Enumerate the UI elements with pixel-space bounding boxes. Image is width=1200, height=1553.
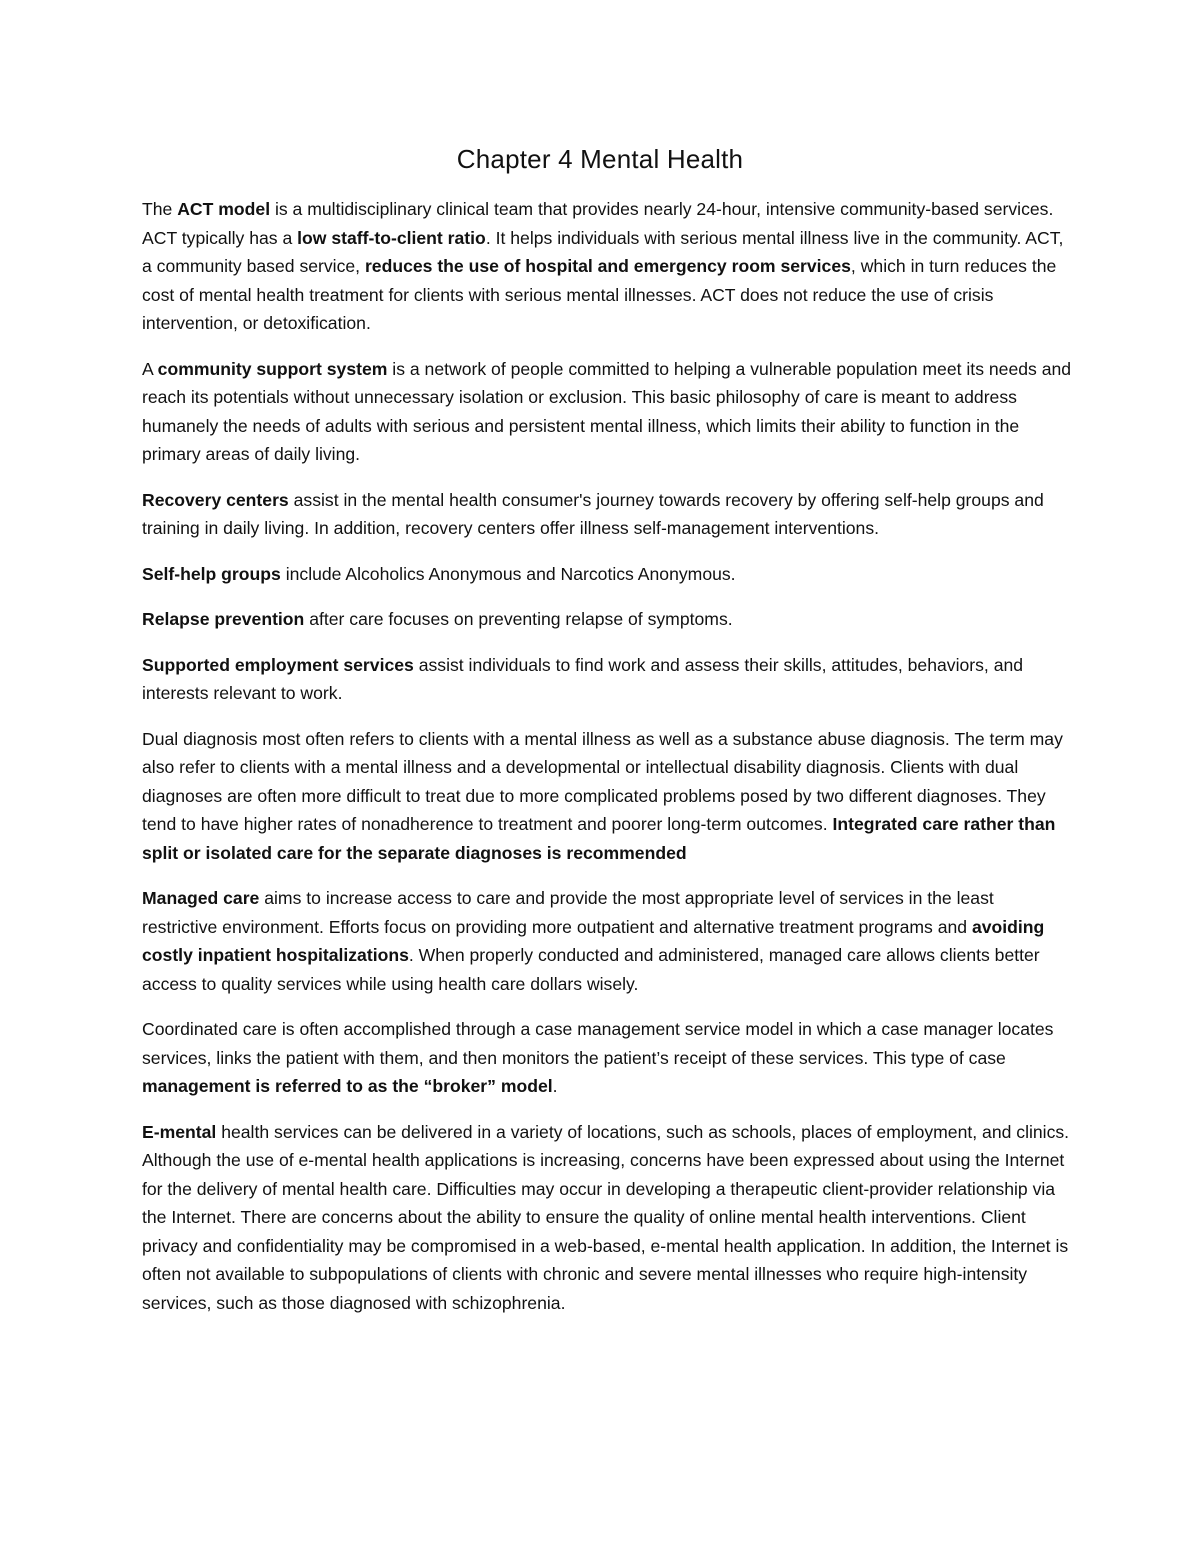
text-run: . When properly conducted and administered, managed care allows clients better access to quality services while using health care dollars wisely. xyxy=(142,945,1040,994)
bold-term: Relapse prevention xyxy=(142,609,305,629)
paragraph xyxy=(142,884,1072,998)
text-run: assist individuals to find work and assess their skills, attitudes, behaviors, and interests relevant to work. xyxy=(142,654,1024,703)
text-run: health services can be delivered in a variety of locations, such as schools, places of employment, and clinics. Although the use of e-mental health applications is increasing, concerns have been expressed about using the Internet for the delivery of mental health care. Difficulties may occur in developing a therapeutic client-provider relationship via the Internet. There are concerns about the ability to ensure the quality of online mental health interventions. Client privacy and confidentiality may be compromised in a web-based, e-mental health application. In addition, the Internet is often not available to subpopulations of clients with chronic and severe mental illnesses who require high-intensity services, such as those diagnosed with schizophrenia. xyxy=(142,1121,1070,1313)
bold-term: avoiding costly inpatient hospitalizations xyxy=(142,916,1045,965)
bold-term: Supported employment services xyxy=(142,654,414,675)
bold-term: low staff-to-client ratio xyxy=(297,227,486,248)
paragraph xyxy=(142,560,1072,589)
text-run: A xyxy=(142,358,158,379)
paragraph xyxy=(142,195,1072,338)
text-run: Coordinated care is often accomplished through a case management service model in which a case manager locates services, links the patient with them, and then monitors the patient’s receipt of these services. This type of case xyxy=(142,1019,1054,1068)
paragraph xyxy=(142,355,1072,469)
paragraph xyxy=(142,605,1072,634)
bold-term: Recovery centers xyxy=(142,489,289,510)
paragraph xyxy=(142,486,1072,543)
bold-term: E-mental xyxy=(142,1121,217,1142)
text-run: Dual diagnosis most often refers to clients with a mental illness as well as a substance abuse diagnosis. The term may also refer to clients with a mental illness and a developmental or intellectual disability diagnosis. Clients with dual diagnoses are often more difficult to treat due to more complicated problems posed by two different diagnoses. They tend to have higher rates of nonadherence to treatment and poorer long-term outcomes. xyxy=(142,728,1063,834)
paragraph xyxy=(142,1015,1072,1101)
bold-term: community support system xyxy=(157,358,388,379)
document-body xyxy=(142,195,1072,1334)
text-run: The xyxy=(142,199,178,219)
document-title: Chapter 4 Mental Health xyxy=(456,144,744,174)
text-run: assist in the mental health consumer's journey towards recovery by offering self-help groups and training in daily living. In addition, recovery centers offer illness self-management interventions. xyxy=(142,489,1044,538)
text-run: include Alcoholics Anonymous and Narcotics Anonymous. xyxy=(280,563,736,584)
paragraph xyxy=(142,651,1072,708)
bold-term: Managed care xyxy=(142,888,260,908)
bold-term: ACT model xyxy=(177,199,271,219)
text-run: . It helps individuals with serious mental illness live in the community. ACT, a community based service, xyxy=(142,227,1064,276)
text-run: . xyxy=(552,1076,558,1096)
bold-term: Self-help groups xyxy=(142,563,281,584)
paragraph xyxy=(142,725,1072,868)
bold-term: Integrated care rather than split or isolated care for the separate diagnoses is recommended xyxy=(142,814,1056,863)
text-run: after care focuses on preventing relapse of symptoms. xyxy=(304,609,733,629)
bold-term: management is referred to as the “broker” model xyxy=(142,1076,553,1096)
text-run: is a network of people committed to helping a vulnerable population meet its needs and reach its potentials without unnecessary isolation or exclusion. This basic philosophy of care is meant to address humanely the needs of adults with serious and persistent mental illness, which limits their ability to function in the primary areas of daily living. xyxy=(142,358,1072,464)
text-run: aims to increase access to care and provide the most appropriate level of services in the least restrictive environment. Efforts focus on providing more outpatient and alternative treatment programs and xyxy=(142,888,994,937)
paragraph xyxy=(142,1118,1072,1318)
text-run: is a multidisciplinary clinical team that provides nearly 24-hour, intensive community-based services. ACT typically has a xyxy=(142,199,1054,248)
bold-term: reduces the use of hospital and emergency room services xyxy=(364,256,851,276)
text-run: , which in turn reduces the cost of mental health treatment for clients with serious mental illnesses. ACT does not reduce the use of crisis intervention, or detoxification. xyxy=(142,256,1057,333)
